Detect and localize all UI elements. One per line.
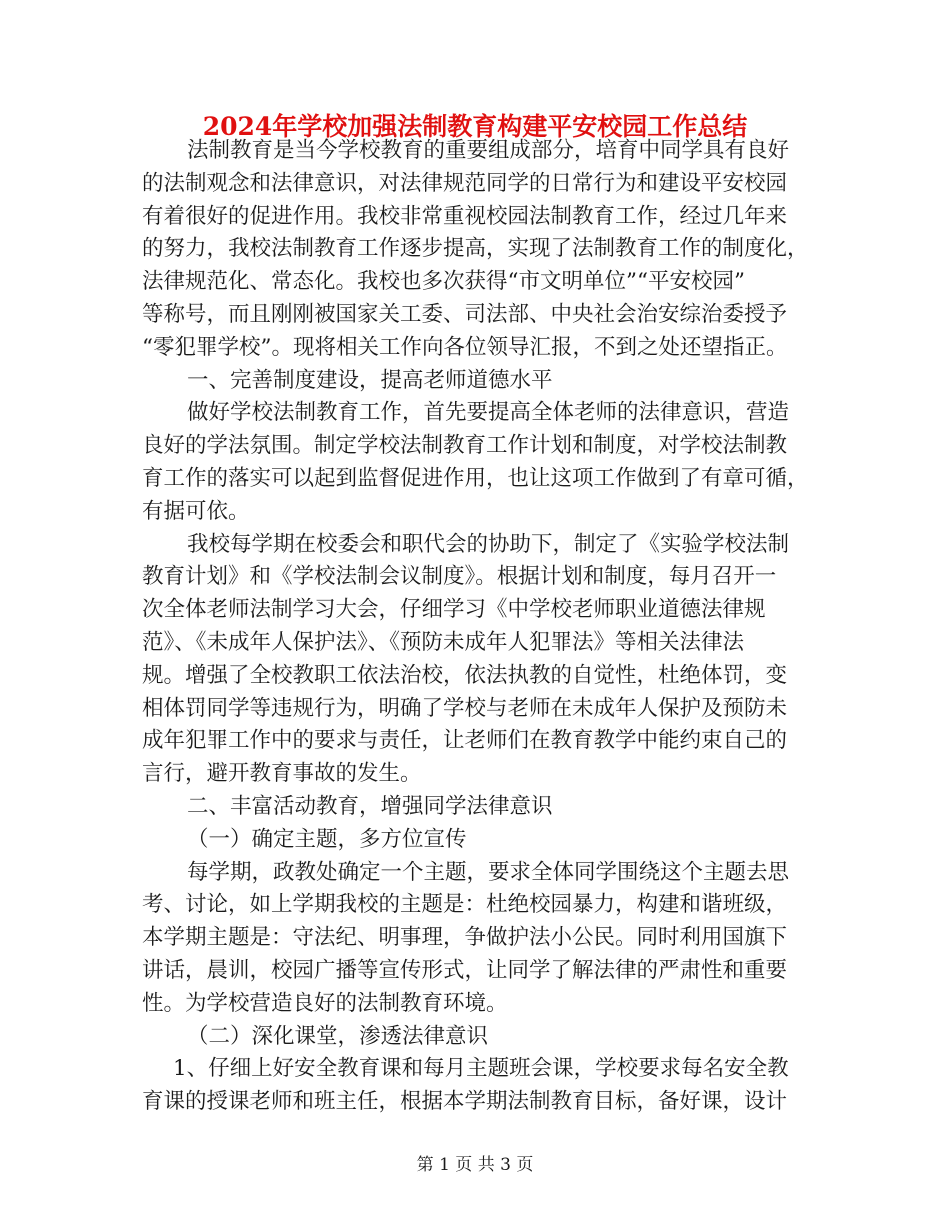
paragraph-line: 1、仔细上好安全教育课和每月主题班会课，学校要求每名安全教 <box>173 1056 789 1082</box>
paragraph-line: 考、讨论，如上学期我校的主题是：杜绝校园暴力，构建和谐班级， <box>142 892 788 918</box>
paragraph-line: 育工作的落实可以起到监督促进作用，也让这项工作做到了有章可循， <box>142 465 809 491</box>
paragraph-line: 讲话，晨训，校园广播等宣传形式，让同学了解法律的严肃性和重要 <box>142 957 788 983</box>
paragraph-line: 育课的授课老师和班主任，根据本学期法制教育目标，备好课，设计 <box>142 1089 788 1115</box>
paragraph-line: 相体罚同学等违规行为，明确了学校与老师在未成年人保护及预防未 <box>142 695 788 721</box>
paragraph-line: 法律规范化、常态化。我校也多次获得“市文明单位”“平安校园” <box>142 269 745 295</box>
paragraph-line: 言行，避开教育事故的发生。 <box>142 761 422 787</box>
paragraph-line: 等称号，而且刚刚被国家关工委、司法部、中央社会治安综治委授予 <box>142 301 788 327</box>
paragraph-line: 的法制观念和法律意识，对法律规范同学的日常行为和建设平安校园 <box>142 170 788 196</box>
document-title: 2024年学校加强法制教育构建平安校园工作总结 <box>202 112 748 141</box>
paragraph-line: 有据可依。 <box>142 498 250 524</box>
paragraph-line: 范》、《未成年人保护法》、《预防未成年人犯罪法》等相关法律法 <box>142 629 745 655</box>
document-body <box>142 135 812 1119</box>
paragraph-line: 法制教育是当今学校教育的重要组成部分，培育中同学具有良好 <box>187 138 790 163</box>
paragraph-line: 教育计划》和《学校法制会议制度》。根据计划和制度，每月召开一 <box>142 564 777 590</box>
paragraph-line: 本学期主题是：守法纪、明事理，争做护法小公民。同时利用国旗下 <box>142 925 788 951</box>
subsection-heading: （二）深化课堂，渗透法律意识 <box>187 1023 489 1049</box>
subsection-heading: （一）确定主题，多方位宣传 <box>187 826 467 852</box>
paragraph-line: 规。增强了全校教职工依法治校，依法执教的自觉性，杜绝体罚，变 <box>142 662 788 688</box>
paragraph-line: 我校每学期在校委会和职代会的协助下，制定了《实验学校法制 <box>187 531 790 557</box>
paragraph-line: 每学期，政教处确定一个主题，要求全体同学围绕这个主题去思 <box>187 859 790 885</box>
paragraph-line: 性。为学校营造良好的法制教育环境。 <box>142 990 508 1016</box>
paragraph-line: “零犯罪学校”。现将相关工作向各位领导汇报，不到之处还望指正。 <box>142 334 788 360</box>
paragraph-line: 的努力，我校法制教育工作逐步提高，实现了法制教育工作的制度化， <box>142 236 809 262</box>
page-number-footer: 第 1 页 共 3 页 <box>416 1155 534 1175</box>
paragraph-line: 良好的学法氛围。制定学校法制教育工作计划和制度，对学校法制教 <box>142 433 788 459</box>
paragraph-line: 有着很好的促进作用。我校非常重视校园法制教育工作，经过几年来 <box>142 203 788 229</box>
paragraph-line: 做好学校法制教育工作，首先要提高全体老师的法律意识，营造 <box>187 400 790 426</box>
section-heading: 二、丰富活动教育，增强同学法律意识 <box>187 793 553 819</box>
section-heading: 一、完善制度建设，提高老师道德水平 <box>187 367 553 393</box>
paragraph-line: 次全体老师法制学习大会，仔细学习《中学校老师职业道德法律规 <box>142 597 766 623</box>
paragraph-line: 成年犯罪工作中的要求与责任，让老师们在教育教学中能约束自己的 <box>142 728 788 754</box>
